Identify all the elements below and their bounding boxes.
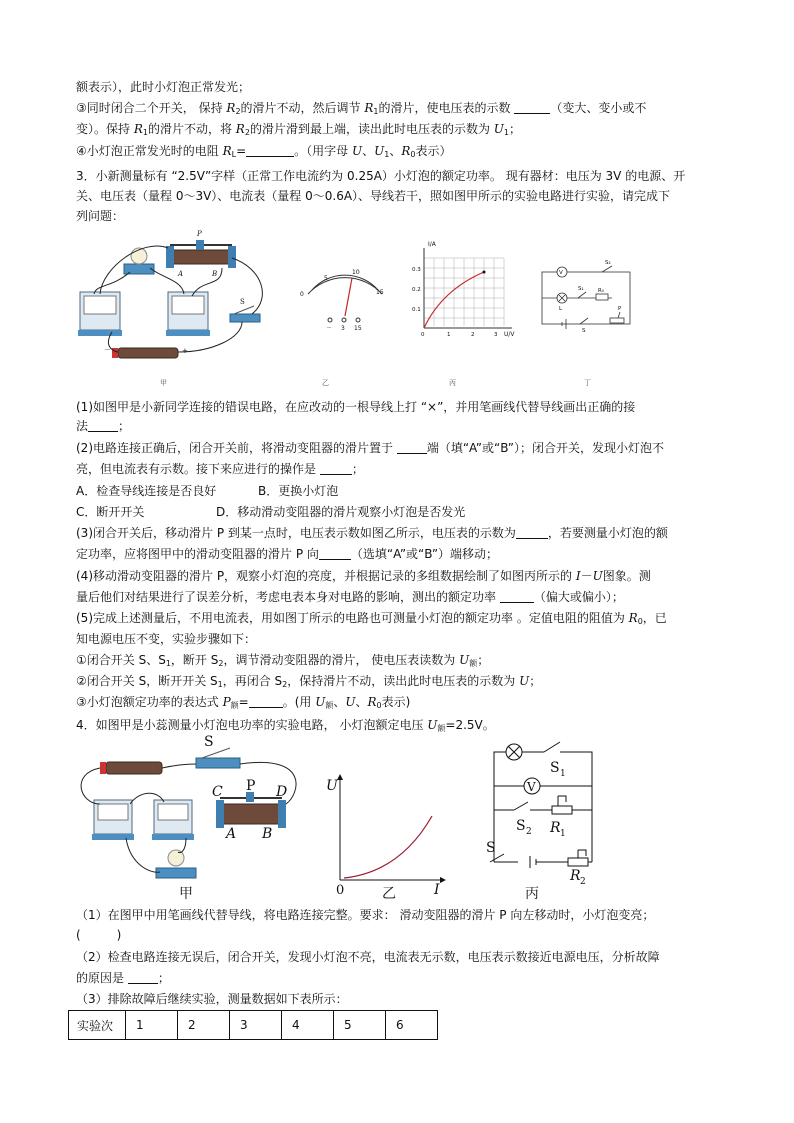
text-line: 额表示），此时小灯泡正常发光； [76,80,251,94]
option-a[interactable]: A．检查导线连接是否良好 [76,484,217,498]
tick-label: 3 [494,332,498,338]
subquestion-text: (3)闭合开关后，移动滑片 P 到某一点时，电压表示数如图乙所示，电压表的示数为 ，若要测量小灯泡的额 [76,526,668,540]
ui-graph-yi [326,774,446,898]
step-text: ①闭合开关 S、$S_1$，断开 $S_2$，调节滑动变阻器的滑片， 使电压表读数为 $U_额$； [76,653,490,668]
label-p: P [618,306,622,312]
question-3-text: 关、电压表（量程 0～3V）、电流表（量程 0～0.6A）、导线若干，照如图甲所示的实验电路进行实验，请完成下 [76,189,671,203]
label-r1: R [550,820,561,836]
question-3-text: 3．小新测量标有 “2.5V”字样（正常工作电流约为 0.25A）小灯泡的额定功率。 现有器材：电压为 3V 的电源、开 [76,169,686,183]
apparatus-jia [78,230,262,358]
axis-label-u: U [326,778,338,794]
subquestion-text: ( ) [76,928,122,942]
answer-blank[interactable] [397,441,427,454]
table-cell: 5 [334,1011,386,1040]
label-s: S [486,840,496,856]
answer-blank[interactable] [128,971,158,984]
tick-label: 2 [471,332,475,338]
subquestion-text: 法 ； [76,419,131,433]
subquestion-text: 知电源电压不变，实验步骤如下： [76,632,257,646]
answer-blank[interactable] [514,101,550,114]
label-sub: 1 [560,769,566,779]
figure-caption: 乙 [382,886,396,902]
label-b: B [212,270,218,278]
label-s2: S₂ [605,260,611,266]
table-row [69,1011,438,1040]
label-sub: 2 [526,827,532,837]
axis-label: U/V [504,331,515,338]
answer-blank[interactable] [246,144,294,157]
answer-blank[interactable] [500,590,534,603]
dial-tick: 10 [352,269,360,276]
figure-caption: 甲 [179,886,193,902]
figure-caption: 乙 [322,379,329,387]
subquestion-text: 亮，但电流表有示数。接下来应进行的操作是 ； [76,462,364,476]
question-3-text: 列问题： [76,209,125,223]
label-s1: S [550,760,560,776]
label-s1: S₁ [578,286,584,292]
label-v: V [527,780,536,794]
option-c[interactable]: C．断开开关 [76,505,145,519]
circuit-bing-2 [490,742,592,868]
axis-label: I/A [428,241,436,248]
figure-caption: 丁 [584,379,591,387]
answer-blank[interactable] [319,547,351,560]
subquestion-text: （1）在图甲中用笔画线代替导线，将电路连接完整。要求： 滑动变阻器的滑片 P 向左移动时，小灯泡变亮； [76,908,655,922]
option-d[interactable]: D．移动滑动变阻器的滑片观察小灯泡是否发光 [216,505,466,519]
terminal-label: － [326,325,333,332]
dial-tick: 15 [376,289,384,296]
data-table [68,1010,438,1040]
dial-tick: 5 [324,275,328,282]
answer-blank[interactable] [88,419,118,432]
subquestion-text: （3）排除故障后继续实验，测量数据如下表所示： [76,992,348,1006]
axis-origin: 0 [336,883,345,898]
table-cell: 6 [386,1011,438,1040]
answer-blank[interactable] [516,526,548,539]
label-a: A [226,826,237,842]
label-b: B [262,826,273,842]
text-line: ④小灯泡正常发光时的电阻 $R_L=$ 。（用字母 U、$U_1$、$R_0$表示） [76,144,452,159]
svg-text:－: － [104,346,111,354]
answer-blank[interactable] [320,462,352,475]
table-cell: 3 [230,1011,282,1040]
label-p: P [197,230,202,238]
option-b[interactable]: B．更换小灯泡 [258,484,339,498]
terminal-label: 15 [354,325,362,332]
svg-text:S: S [240,298,245,306]
question-4-text: 4．如图甲是小蕊测量小灯泡电功率的实验电路， 小灯泡额定电压 $U_额=2.5V$。 [76,718,495,733]
label-p: P [246,778,256,794]
iu-graph-bing [412,241,515,338]
label-a: A [178,270,184,278]
figure-row-2 [70,734,630,902]
figure-caption: 丙 [449,379,456,387]
subquestion-text: 的原因是 ； [76,971,170,985]
figure-caption: 甲 [160,379,167,387]
answer-blank[interactable] [249,695,283,708]
table-cell: 1 [126,1011,178,1040]
label-s: S [582,328,586,334]
voltmeter-dial-yi [300,269,384,332]
figure-caption: 丙 [525,886,539,902]
dial-tick: 0 [300,291,304,298]
terminal-label: 3 [341,325,345,332]
tick-label: 0.1 [412,307,421,313]
figure-row-1 [72,228,712,388]
svg-text:+: + [182,347,188,355]
label-sub: 2 [580,877,586,887]
tick-label: 0 [421,332,425,338]
label-s: S [204,734,214,750]
subquestion-text: (1)如图甲是小新同学连接的错误电路，在应改动的一根导线上打 “×”，并用笔画线代替导线画出正确的接 [76,400,636,414]
step-text: ②闭合开关 S，断开开关 $S_1$，再闭合 $S_2$，保持滑片不动，读出此时电压表的示数为 U； [76,674,542,689]
tick-label: 0.3 [412,267,421,273]
subquestion-text: （2）检查电路连接无误后，闭合开关，发现小灯泡不亮，电流表无示数，电压表示数接近电源电压，分析故障 [76,950,660,964]
text-line: ③同时闭合二个开关， 保持 $R_2$的滑片不动，然后调节 $R_1$的滑片，使电压表的示数 （变大、变小或不 [76,101,647,116]
label-r2: R [570,868,581,884]
label-l: L [559,306,563,312]
tick-label: 0.2 [412,287,421,293]
step-text: ③小灯泡额定功率的表达式 $P_额=$ 。(用 $U_额$、U、$R_0$表示) [76,695,411,710]
text-line: 变）。保持 $R_1$的滑片不动，将 $R_2$的滑片滑到最上端，读出此时电压表的示数为 $U_1$； [76,122,521,137]
label-d: D [276,784,288,800]
axis-label-i: I [434,882,440,898]
label-s2: S [516,818,526,834]
subquestion-text: (2)电路连接正确后，闭合开关前，将滑动变阻器的滑片置于 端（填“A”或“B”）；闭合开关，发现小灯泡不 [76,441,664,455]
apparatus-jia-2 [81,734,296,878]
tick-label: 1 [447,332,451,338]
label-sub: 1 [560,829,566,839]
subquestion-text: (5)完成上述测量后，不用电流表，用如图丁所示的电路也可测量小灯泡的额定功率 。定值电阻的阻值为 $R_0$，已 [76,611,667,626]
circuit-ding [542,266,630,329]
label-v: V [559,270,563,276]
table-cell: 2 [178,1011,230,1040]
label-r0: R₀ [598,288,605,294]
table-cell: 4 [282,1011,334,1040]
table-header-cell: 实验次 [69,1011,126,1040]
subquestion-text: (4)移动滑动变阻器的滑片 P，观察小灯泡的亮度，并根据记录的多组数据绘制了如图丙所示的 I－U图象。测 [76,569,651,583]
subquestion-text: 定功率，应将图甲中的滑动变阻器的滑片 P 向 （选填“A”或“B”）端移动； [76,547,499,561]
subquestion-text: 量后他们对结果进行了误差分析，考虑电表本身对电路的影响，测出的额定功率 （偏大或偏小）； [76,590,624,604]
label-c: C [212,784,223,800]
